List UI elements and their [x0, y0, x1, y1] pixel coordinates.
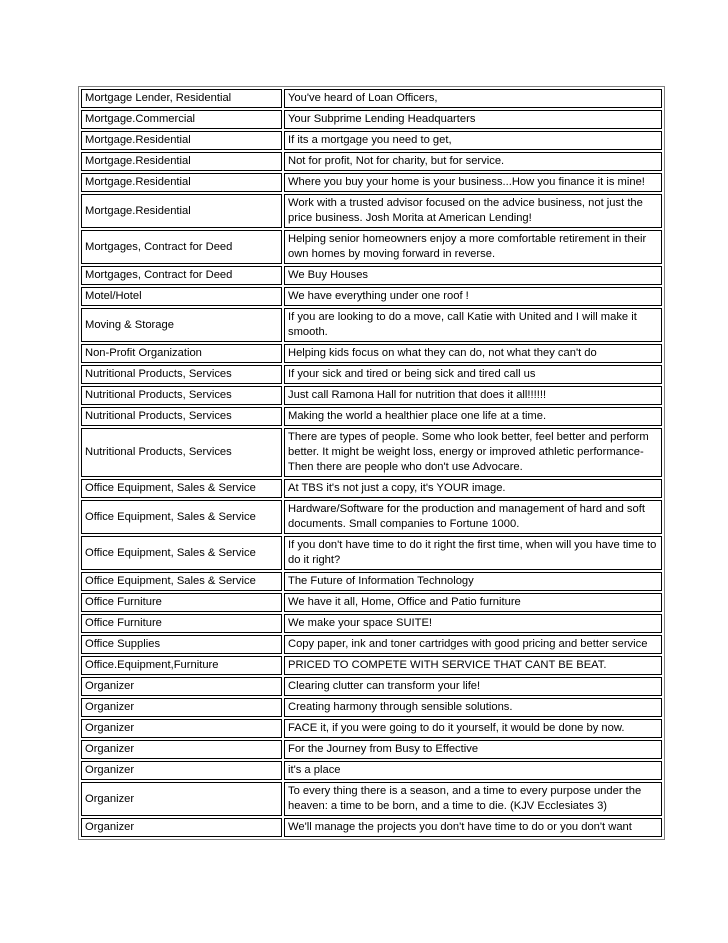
slogan-cell: Clearing clutter can transform your life! [284, 677, 662, 696]
category-cell: Mortgage.Residential [81, 131, 282, 150]
slogan-cell: For the Journey from Busy to Effective [284, 740, 662, 759]
category-cell: Mortgage.Residential [81, 194, 282, 228]
table-row [81, 308, 662, 342]
slogan-cell: Helping senior homeowners enjoy a more comfortable retirement in their own homes by moving forward in reverse. [284, 230, 662, 264]
table-row [81, 761, 662, 780]
slogan-cell: FACE it, if you were going to do it yourself, it would be done by now. [284, 719, 662, 738]
slogan-cell: Hardware/Software for the production and management of hard and soft documents. Small companies to Fortune 1000. [284, 500, 662, 534]
table-row [81, 614, 662, 633]
category-cell: Office Equipment, Sales & Service [81, 500, 282, 534]
category-cell: Organizer [81, 818, 282, 837]
category-cell: Nutritional Products, Services [81, 386, 282, 405]
slogan-cell: We have it all, Home, Office and Patio furniture [284, 593, 662, 612]
table-row [81, 152, 662, 171]
category-cell: Office Equipment, Sales & Service [81, 479, 282, 498]
slogan-cell: There are types of people. Some who look better, feel better and perform better. It might be weight loss, energy or improved athletic performance- Then there are people who don't use Advocare. [284, 428, 662, 477]
table-row [81, 593, 662, 612]
table-row [81, 110, 662, 129]
table-row [81, 677, 662, 696]
category-cell: Organizer [81, 740, 282, 759]
document-page [78, 86, 665, 840]
table-row [81, 173, 662, 192]
slogan-cell: If its a mortgage you need to get, [284, 131, 662, 150]
table-row [81, 479, 662, 498]
category-cell: Nutritional Products, Services [81, 428, 282, 477]
slogan-cell: If your sick and tired or being sick and tired call us [284, 365, 662, 384]
slogan-cell: Making the world a healthier place one life at a time. [284, 407, 662, 426]
category-cell: Mortgage.Commercial [81, 110, 282, 129]
table-row [81, 536, 662, 570]
category-cell: Mortgage.Residential [81, 152, 282, 171]
table-row [81, 500, 662, 534]
slogan-table [78, 86, 665, 840]
table-row [81, 266, 662, 285]
slogan-cell: Just call Ramona Hall for nutrition that does it all!!!!!! [284, 386, 662, 405]
slogan-cell: To every thing there is a season, and a time to every purpose under the heaven: a time to be born, and a time to die. (KJV Ecclesiates 3) [284, 782, 662, 816]
slogan-cell: it's a place [284, 761, 662, 780]
slogan-cell: Your Subprime Lending Headquarters [284, 110, 662, 129]
slogan-cell: Work with a trusted advisor focused on the advice business, not just the price business. Josh Morita at American Lending! [284, 194, 662, 228]
category-cell: Organizer [81, 698, 282, 717]
category-cell: Organizer [81, 719, 282, 738]
table-row [81, 365, 662, 384]
table-row [81, 407, 662, 426]
table-row [81, 194, 662, 228]
category-cell: Organizer [81, 677, 282, 696]
table-row [81, 782, 662, 816]
slogan-cell: Copy paper, ink and toner cartridges with good pricing and better service [284, 635, 662, 654]
table-row [81, 287, 662, 306]
slogan-cell: We Buy Houses [284, 266, 662, 285]
table-row [81, 818, 662, 837]
category-cell: Nutritional Products, Services [81, 365, 282, 384]
slogan-cell: At TBS it's not just a copy, it's YOUR image. [284, 479, 662, 498]
slogan-cell: Where you buy your home is your business...How you finance it is mine! [284, 173, 662, 192]
table-row [81, 698, 662, 717]
category-cell: Office.Equipment,Furniture [81, 656, 282, 675]
table-row [81, 719, 662, 738]
table-row [81, 131, 662, 150]
table-body [81, 89, 662, 837]
category-cell: Non-Profit Organization [81, 344, 282, 363]
table-row [81, 89, 662, 108]
category-cell: Office Furniture [81, 614, 282, 633]
category-cell: Mortgages, Contract for Deed [81, 230, 282, 264]
table-row [81, 740, 662, 759]
slogan-cell: You've heard of Loan Officers, [284, 89, 662, 108]
category-cell: Office Furniture [81, 593, 282, 612]
category-cell: Organizer [81, 782, 282, 816]
slogan-cell: If you don't have time to do it right the first time, when will you have time to do it right? [284, 536, 662, 570]
table-row [81, 572, 662, 591]
slogan-cell: Helping kids focus on what they can do, not what they can't do [284, 344, 662, 363]
category-cell: Office Supplies [81, 635, 282, 654]
slogan-cell: We make your space SUITE! [284, 614, 662, 633]
slogan-cell: We have everything under one roof ! [284, 287, 662, 306]
category-cell: Mortgage.Residential [81, 173, 282, 192]
table-row [81, 386, 662, 405]
table-row [81, 344, 662, 363]
category-cell: Office Equipment, Sales & Service [81, 572, 282, 591]
category-cell: Organizer [81, 761, 282, 780]
table-row [81, 656, 662, 675]
slogan-cell: Creating harmony through sensible solutions. [284, 698, 662, 717]
category-cell: Nutritional Products, Services [81, 407, 282, 426]
category-cell: Moving & Storage [81, 308, 282, 342]
slogan-cell: We'll manage the projects you don't have time to do or you don't want [284, 818, 662, 837]
slogan-cell: PRICED TO COMPETE WITH SERVICE THAT CANT BE BEAT. [284, 656, 662, 675]
table-row [81, 635, 662, 654]
table-row [81, 230, 662, 264]
category-cell: Mortgages, Contract for Deed [81, 266, 282, 285]
slogan-cell: The Future of Information Technology [284, 572, 662, 591]
category-cell: Mortgage Lender, Residential [81, 89, 282, 108]
category-cell: Motel/Hotel [81, 287, 282, 306]
slogan-cell: If you are looking to do a move, call Katie with United and I will make it smooth. [284, 308, 662, 342]
category-cell: Office Equipment, Sales & Service [81, 536, 282, 570]
table-row [81, 428, 662, 477]
slogan-cell: Not for profit, Not for charity, but for service. [284, 152, 662, 171]
